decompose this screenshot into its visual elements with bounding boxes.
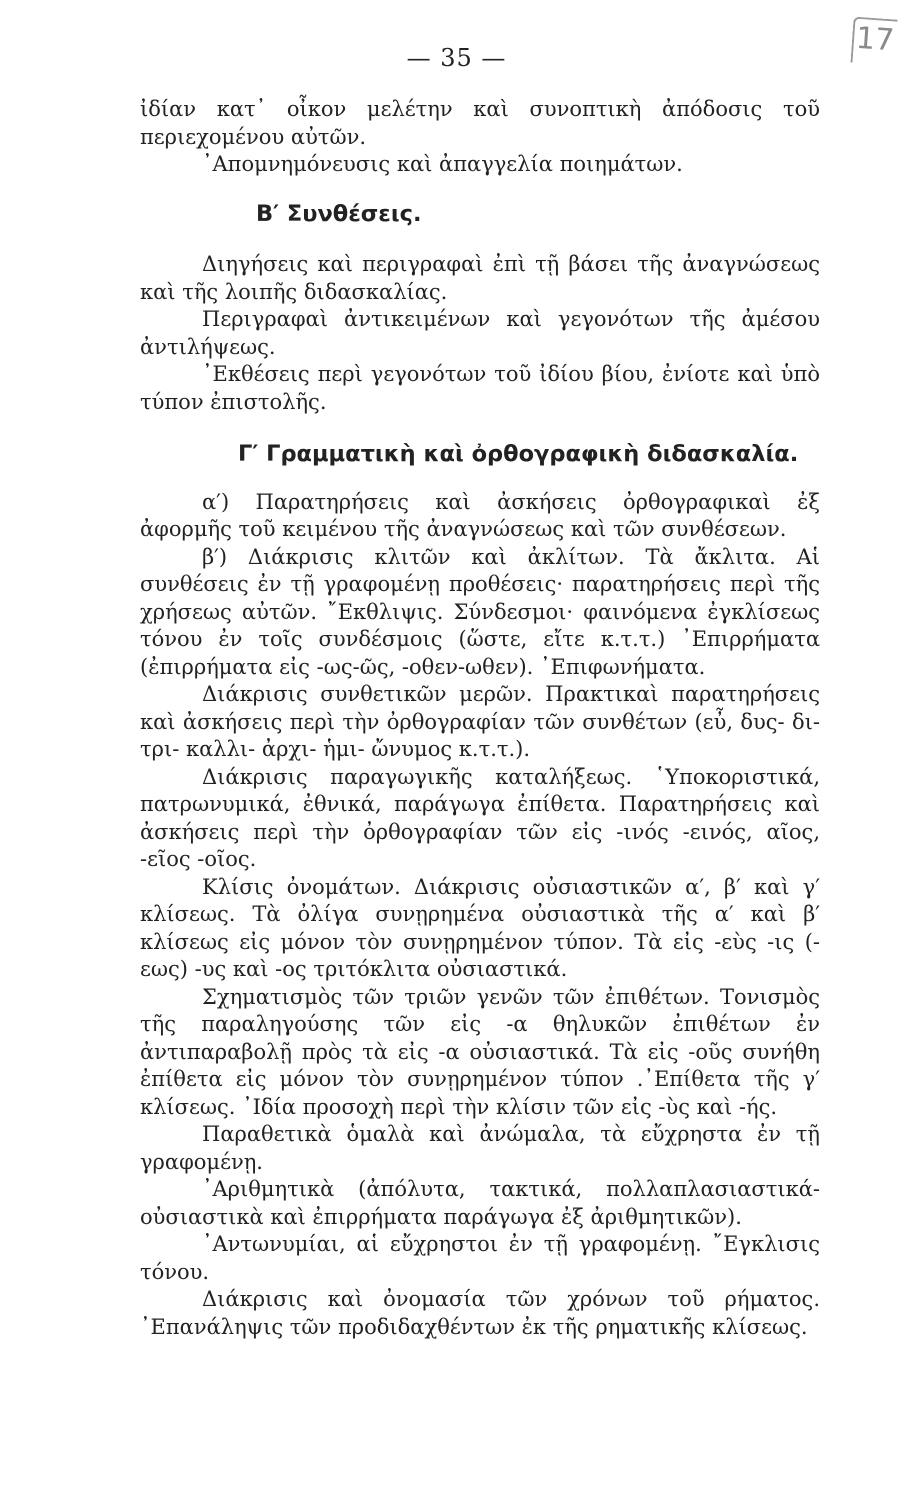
- document-body: [140, 96, 820, 1341]
- section-heading-g: Γ′ Γραμματικὴ καὶ ὀρθογραφικὴ διδασκαλία.: [238, 441, 799, 467]
- paragraph: ἰδίαν κατ᾽ οἶκον μελέτην καὶ συνοπτικὴ ἀπόδοσις τοῦ περιεχομένου αὐτῶν.: [140, 97, 820, 149]
- paragraph: Περιγραφαὶ ἀντικειμένων καὶ γεγονότων τῆς ἀμέσου ἀντιλήψεως.: [140, 307, 820, 359]
- paragraph: ᾽Απομνημόνευσις καὶ ἀπαγγελία ποιημάτων.: [202, 152, 683, 176]
- paragraph: Σχηματισμὸς τῶν τριῶν γενῶν τῶν ἐπιθέτων. Τονισμὸς τῆς παραληγούσης τῶν εἰς -α θηλυκῶν ἐπιθέτων ἐν ἀντιπαραβολῇ πρὸς τὰ εἰς -α οὐσιαστικά. Τὰ εἰς -οῦς συνήθη ἐπίθετα εἰς μόνον τὸν συνῃρημένον τύπον .᾽Επίθετα τῆς γ′ κλίσεως. ᾽Ιδία προσοχὴ περὶ τὴν κλίσιν τῶν εἰς -ὺς καὶ -ής.: [140, 984, 820, 1119]
- paragraph: Διάκρισις καὶ ὀνομασία τῶν χρόνων τοῦ ρήματος. ᾽Επανάληψις τῶν προδιδαχθέντων ἐκ τῆς ρηματικῆς κλίσεως.: [140, 1287, 820, 1339]
- page-number: — 35 —: [406, 44, 507, 72]
- paragraph: Διηγήσεις καὶ περιγραφαὶ ἐπὶ τῇ βάσει τῆς ἀναγνώσεως καὶ τῆς λοιπῆς διδασκαλίας.: [140, 252, 820, 304]
- paragraph: Διάκρισις παραγωγικῆς καταλήξεως. ῾Υποκοριστικά, πατρωνυμικά, ἐθνικά, παράγωγα ἐπίθετα. Παρατηρήσεις καὶ ἀσκήσεις περὶ τὴν ὀρθογραφίαν τῶν εἰς -ινός -εινός, αῖος, -εῖος -οῖος.: [140, 764, 820, 871]
- paragraph: α′) Παρατηρήσεις καὶ ἀσκήσεις ὀρθογραφικαὶ ἐξ ἀφορμῆς τοῦ κειμένου τῆς ἀναγνώσεως καὶ τῶν συνθέσεων.: [140, 489, 820, 541]
- paragraph: Παραθετικὰ ὁμαλὰ καὶ ἀνώμαλα, τὰ εὔχρηστα ἐν τῇ γραφομένῃ.: [140, 1122, 820, 1174]
- paragraph: ᾽Εκθέσεις περὶ γεγονότων τοῦ ἰδίου βίου, ἐνίοτε καὶ ὑπὸ τύπον ἐπιστολῆς.: [140, 362, 820, 414]
- paragraph: Κλίσις ὀνομάτων. Διάκρισις οὐσιαστικῶν α′, β′ καὶ γ′ κλίσεως. Τὰ ὀλίγα συνῃρημένα οὐσιαστικὰ τῆς α′ καὶ β′ κλίσεως εἰς μόνον τὸν συνῃρημένον τύπον. Τὰ εἰς -εὺς -ις (-εως) -υς καὶ -ος τριτόκλιτα οὐσιαστικά.: [140, 874, 820, 981]
- paragraph: Διάκρισις συνθετικῶν μερῶν. Πρακτικαὶ παρατηρήσεις καὶ ἀσκήσεις περὶ τὴν ὀρθογραφίαν τῶν συνθέτων (εὖ, δυς- δι- τρι- καλλι- ἀρχι- ἡμι- ὤνυμος κ.τ.τ.).: [140, 682, 820, 761]
- paragraph: β′) Διάκρισις κλιτῶν καὶ ἀκλίτων. Τὰ ἄκλιτα. Αἱ συνθέσεις ἐν τῇ γραφομένῃ προθέσεις· παρατηρήσεις περὶ τῆς χρήσεως αὐτῶν. ῎Εκθλιψις. Σύνδεσμοι· φαινόμενα ἐγκλίσεως τόνου ἐν τοῖς συνδέσμοις (ὥστε, εἴτε κ.τ.τ.) ᾽Επιρρήματα (ἐπιρρήματα εἰς -ως-ῶς, -οθεν-ωθεν). ᾽Επιφωνήματα.: [140, 544, 820, 679]
- section-heading-b: Β′ Συνθέσεις.: [256, 200, 422, 227]
- handwritten-page-mark: 17: [850, 17, 897, 66]
- paragraph: ᾽Αντωνυμίαι, αἱ εὔχρηστοι ἐν τῇ γραφομένῃ. ῎Εγκλισις τόνου.: [140, 1232, 820, 1284]
- paragraph: ᾽Αριθμητικὰ (ἀπόλυτα, τακτικά, πολλαπλασιαστικά-οὐσιαστικὰ καὶ ἐπιρρήματα παράγωγα ἐξ ἀριθμητικῶν).: [140, 1177, 820, 1229]
